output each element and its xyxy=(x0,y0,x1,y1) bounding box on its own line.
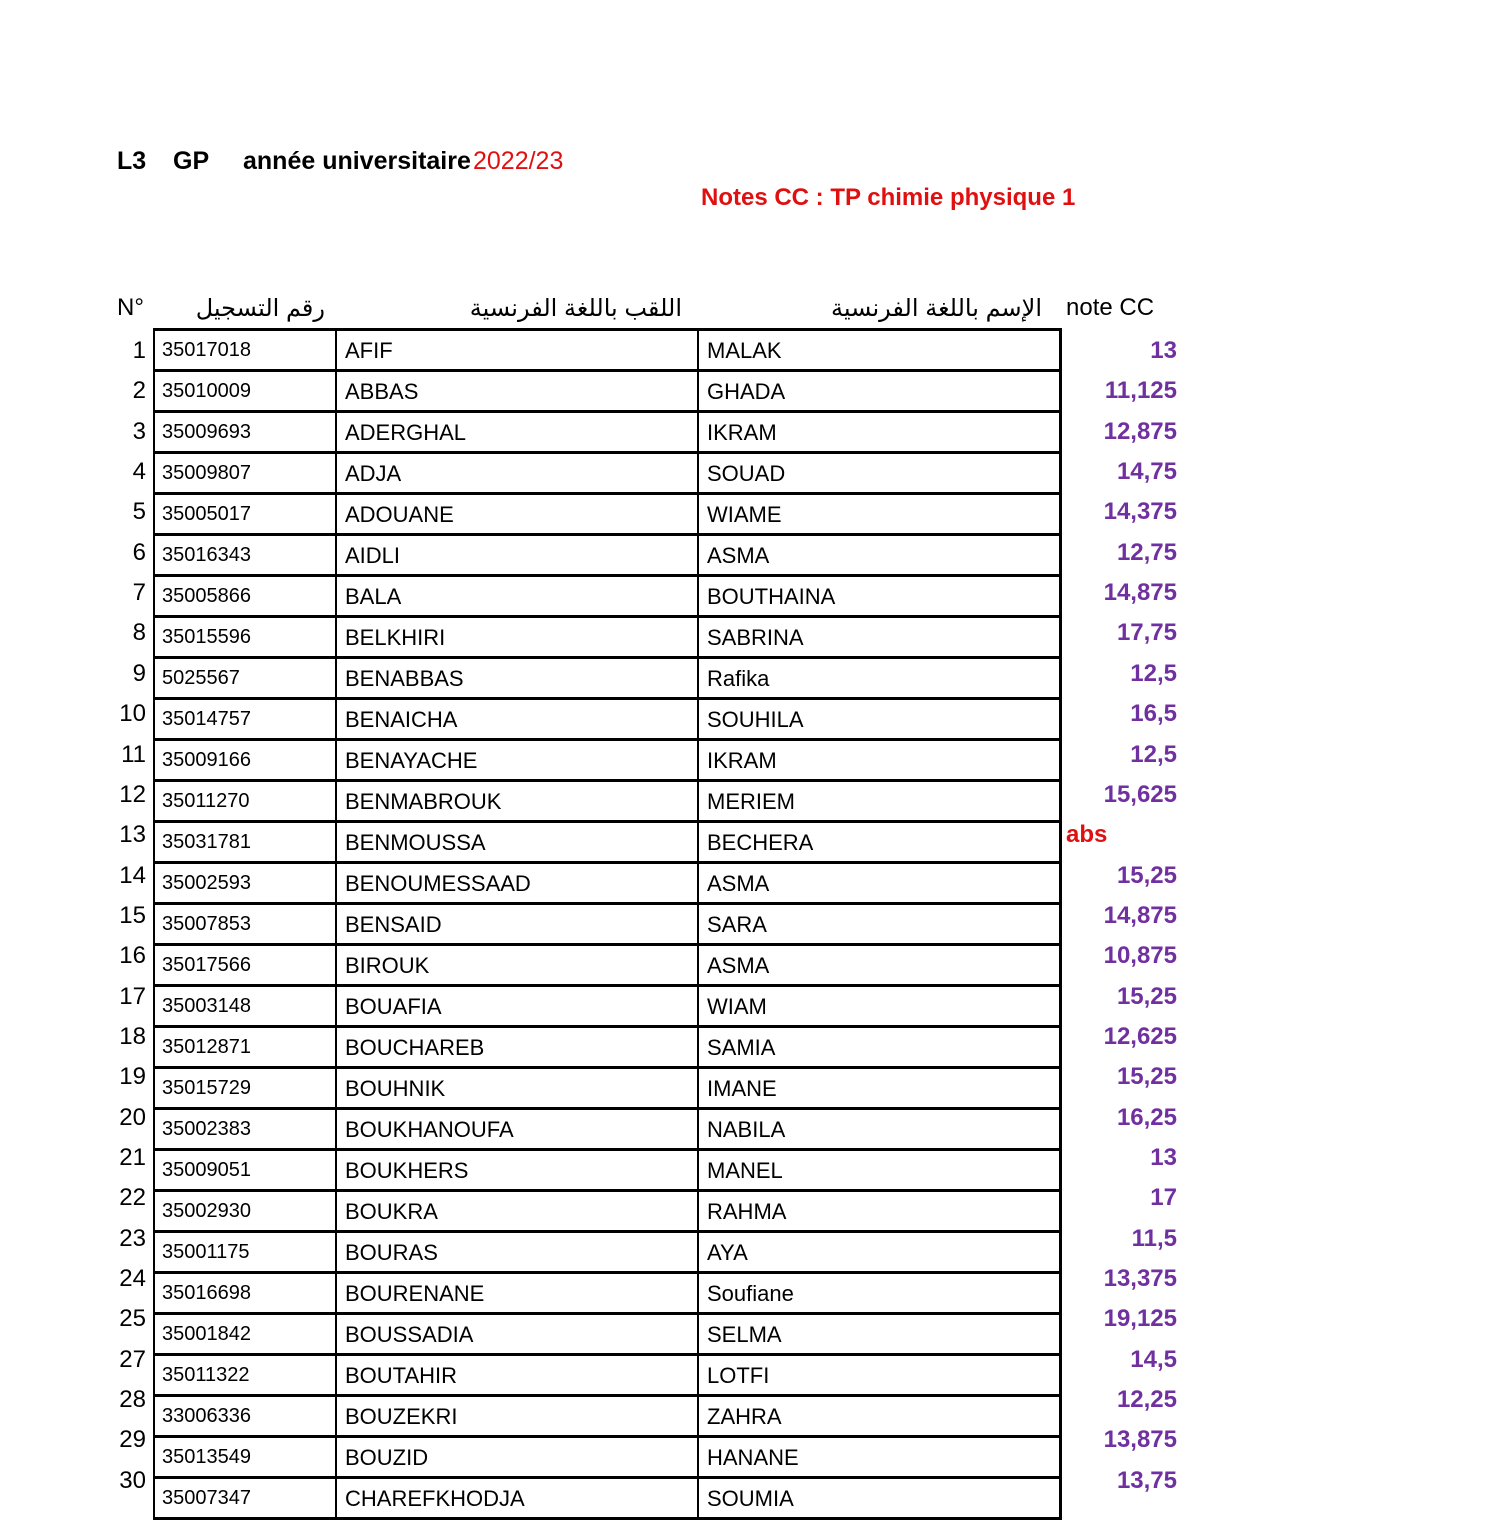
student-surname: BENMABROUK xyxy=(335,782,697,820)
student-id: 35013549 xyxy=(162,1446,251,1468)
student-surname: BENSAID xyxy=(335,905,697,943)
student-surname: BOUZID xyxy=(335,1438,697,1476)
student-id: 35014757 xyxy=(162,708,251,730)
note-value: 14,875 xyxy=(1103,901,1177,929)
note-value: 13,875 xyxy=(1103,1426,1177,1454)
note-value: 12,5 xyxy=(1130,659,1177,687)
student-first-name: AYA xyxy=(697,1233,1056,1271)
note-value: 12,25 xyxy=(1116,1386,1177,1414)
student-surname: BENMOUSSA xyxy=(335,823,697,861)
row-number: 28 xyxy=(119,1386,146,1414)
row-number: 5 xyxy=(132,498,146,526)
note-value: 11,5 xyxy=(1131,1224,1177,1252)
table-row xyxy=(155,536,1059,577)
col-header-note: note CC xyxy=(1066,294,1155,321)
note-value: 12,75 xyxy=(1116,538,1177,566)
table-row xyxy=(155,1110,1059,1151)
student-id: 35009807 xyxy=(162,462,251,484)
student-surname: BOUKRA xyxy=(335,1192,697,1230)
year-label: année universitaire xyxy=(243,147,471,175)
table-row xyxy=(155,1397,1059,1438)
note-value: 13 xyxy=(1150,1144,1177,1171)
student-first-name: WIAME xyxy=(697,495,1056,533)
student-surname: BENAYACHE xyxy=(335,741,697,779)
note-value: 13 xyxy=(1150,337,1177,364)
student-surname: BENOUMESSAAD xyxy=(335,864,697,902)
student-first-name: WIAM xyxy=(697,987,1056,1025)
student-id: 35003148 xyxy=(162,995,251,1017)
student-first-name: ASMA xyxy=(697,864,1056,902)
student-first-name: SABRINA xyxy=(697,618,1056,656)
absent-mark: abs xyxy=(1066,821,1108,849)
note-value: 12,625 xyxy=(1103,1022,1177,1050)
student-id: 35002593 xyxy=(162,872,251,894)
student-first-name: SOUHILA xyxy=(697,700,1056,738)
student-first-name: ASMA xyxy=(697,946,1056,984)
row-number: 10 xyxy=(119,700,146,728)
table-row xyxy=(155,946,1059,987)
note-value: 17 xyxy=(1150,1184,1177,1212)
student-first-name: ASMA xyxy=(697,536,1056,574)
note-value: 15,25 xyxy=(1116,861,1177,889)
student-surname: ABBAS xyxy=(335,372,697,410)
student-id: 33006336 xyxy=(162,1405,251,1427)
row-number: 16 xyxy=(119,942,146,970)
col-header-registration: رقم التسجيل xyxy=(195,295,325,322)
table-row xyxy=(155,823,1059,864)
table-row xyxy=(155,1151,1059,1192)
student-id: 35005017 xyxy=(162,503,251,525)
note-value: 16,25 xyxy=(1116,1103,1177,1131)
table-row xyxy=(155,659,1059,700)
student-id: 35011270 xyxy=(162,790,250,812)
row-number: 23 xyxy=(119,1224,146,1252)
note-value: 14,5 xyxy=(1130,1345,1177,1373)
row-number: 7 xyxy=(132,579,146,607)
row-number: 18 xyxy=(119,1022,146,1050)
student-id: 35031781 xyxy=(162,831,251,853)
row-number: 15 xyxy=(119,901,146,929)
student-id: 35002930 xyxy=(162,1200,251,1222)
row-number: 27 xyxy=(119,1345,146,1373)
student-surname: AIDLI xyxy=(335,536,697,574)
row-number: 22 xyxy=(119,1184,146,1212)
student-id: 35015729 xyxy=(162,1077,251,1099)
student-id: 35010009 xyxy=(162,380,251,402)
col-header-number: N° xyxy=(117,294,144,321)
note-value: 14,75 xyxy=(1116,458,1177,486)
student-id: 35009051 xyxy=(162,1159,251,1181)
table-row xyxy=(155,864,1059,905)
student-surname: BOUKHERS xyxy=(335,1151,697,1189)
student-id: 35005866 xyxy=(162,585,251,607)
student-first-name: IKRAM xyxy=(697,413,1056,451)
table-row xyxy=(155,741,1059,782)
note-value: 16,5 xyxy=(1130,700,1177,728)
student-id: 35011322 xyxy=(162,1364,250,1386)
student-surname: BOUAFIA xyxy=(335,987,697,1025)
note-value: 11,125 xyxy=(1104,377,1177,405)
student-surname: BOURAS xyxy=(335,1233,697,1271)
table-row xyxy=(155,1315,1059,1356)
student-surname: CHAREFKHODJA xyxy=(335,1479,697,1517)
row-number: 1 xyxy=(132,337,146,364)
student-id: 35012871 xyxy=(162,1036,251,1058)
note-value: 12,5 xyxy=(1130,740,1177,768)
row-number: 4 xyxy=(132,458,146,486)
student-first-name: IKRAM xyxy=(697,741,1056,779)
student-first-name: SOUMIA xyxy=(697,1479,1056,1517)
note-value: 15,25 xyxy=(1116,982,1177,1010)
document-subtitle: Notes CC : TP chimie physique 1 xyxy=(701,184,1076,211)
student-id: 35009166 xyxy=(162,749,251,771)
table-row xyxy=(155,1274,1059,1315)
student-first-name: LOTFI xyxy=(697,1356,1056,1394)
student-id: 35001842 xyxy=(162,1323,251,1345)
student-id: 35002383 xyxy=(162,1118,251,1140)
student-id: 35007853 xyxy=(162,913,251,935)
row-number: 6 xyxy=(132,538,146,566)
row-number: 21 xyxy=(119,1144,146,1171)
student-first-name: ZAHRA xyxy=(697,1397,1056,1435)
student-surname: BIROUK xyxy=(335,946,697,984)
student-first-name: Soufiane xyxy=(697,1274,1056,1312)
program-label: GP xyxy=(173,147,210,175)
note-value: 12,875 xyxy=(1103,417,1177,445)
table-row xyxy=(155,372,1059,413)
student-surname: BALA xyxy=(335,577,697,615)
student-first-name: SELMA xyxy=(697,1315,1056,1353)
student-first-name: SOUAD xyxy=(697,454,1056,492)
student-surname: BOUKHANOUFA xyxy=(335,1110,697,1148)
table-row xyxy=(155,577,1059,618)
row-number: 13 xyxy=(119,821,146,849)
row-number: 3 xyxy=(132,417,146,445)
note-value: 19,125 xyxy=(1103,1305,1177,1333)
row-number: 14 xyxy=(119,861,146,889)
student-id: 35007347 xyxy=(162,1487,251,1509)
student-surname: BELKHIRI xyxy=(335,618,697,656)
row-number: 17 xyxy=(119,982,146,1010)
student-surname: BENABBAS xyxy=(335,659,697,697)
student-surname: BOUTAHIR xyxy=(335,1356,697,1394)
note-value: 14,375 xyxy=(1103,498,1177,526)
student-id: 35016343 xyxy=(162,544,251,566)
student-id: 35016698 xyxy=(162,1282,251,1304)
table-row xyxy=(155,1069,1059,1110)
student-id: 35001175 xyxy=(162,1241,250,1263)
student-first-name: BECHERA xyxy=(697,823,1056,861)
student-surname: BENAICHA xyxy=(335,700,697,738)
student-first-name: RAHMA xyxy=(697,1192,1056,1230)
row-number: 20 xyxy=(119,1103,146,1131)
row-number: 11 xyxy=(121,740,146,768)
student-surname: ADOUANE xyxy=(335,495,697,533)
table-row xyxy=(155,495,1059,536)
student-id: 35017018 xyxy=(162,339,251,361)
table-row xyxy=(155,1233,1059,1274)
student-first-name: BOUTHAINA xyxy=(697,577,1056,615)
student-surname: BOURENANE xyxy=(335,1274,697,1312)
note-value: 13,75 xyxy=(1116,1466,1177,1494)
year-value: 2022/23 xyxy=(473,147,564,175)
note-value: 14,875 xyxy=(1103,579,1177,607)
row-number: 12 xyxy=(119,780,146,808)
level-label: L3 xyxy=(117,147,147,175)
student-surname: ADERGHAL xyxy=(335,413,697,451)
student-first-name: SAMIA xyxy=(697,1028,1056,1066)
student-surname: BOUSSADIA xyxy=(335,1315,697,1353)
student-surname: BOUCHAREB xyxy=(335,1028,697,1066)
table-row xyxy=(155,413,1059,454)
note-value: 17,75 xyxy=(1116,619,1177,647)
table-row xyxy=(155,905,1059,946)
table-row xyxy=(155,1438,1059,1479)
note-value: 13,375 xyxy=(1103,1265,1177,1293)
student-first-name: SARA xyxy=(697,905,1056,943)
student-surname: BOUZEKRI xyxy=(335,1397,697,1435)
student-first-name: MERIEM xyxy=(697,782,1056,820)
col-header-first-name: الإسم باللغة الفرنسية xyxy=(830,295,1042,322)
student-id: 35009693 xyxy=(162,421,251,443)
table-row xyxy=(155,454,1059,495)
student-id: 35017566 xyxy=(162,954,251,976)
student-surname: ADJA xyxy=(335,454,697,492)
student-surname: AFIF xyxy=(335,331,697,369)
student-first-name: GHADA xyxy=(697,372,1056,410)
table-row xyxy=(155,618,1059,659)
student-first-name: HANANE xyxy=(697,1438,1056,1476)
student-first-name: NABILA xyxy=(697,1110,1056,1148)
student-first-name: MALAK xyxy=(697,331,1056,369)
table-row xyxy=(155,987,1059,1028)
table-row xyxy=(155,1356,1059,1397)
student-surname: BOUHNIK xyxy=(335,1069,697,1107)
row-number: 25 xyxy=(119,1305,146,1333)
student-first-name: MANEL xyxy=(697,1151,1056,1189)
table-row xyxy=(155,1192,1059,1233)
row-number: 19 xyxy=(119,1063,146,1091)
note-value: 15,25 xyxy=(1116,1063,1177,1091)
row-number: 2 xyxy=(132,377,146,405)
table-row xyxy=(155,331,1059,372)
table-row xyxy=(155,782,1059,823)
row-number: 8 xyxy=(132,619,146,647)
row-number: 24 xyxy=(119,1265,146,1293)
note-value: 15,625 xyxy=(1103,780,1177,808)
student-first-name: Rafika xyxy=(697,659,1056,697)
row-number: 9 xyxy=(132,659,146,687)
student-id: 35015596 xyxy=(162,626,251,648)
grades-table xyxy=(153,328,1062,1520)
note-value: 10,875 xyxy=(1103,942,1177,970)
row-number: 29 xyxy=(119,1426,146,1454)
student-id: 5025567 xyxy=(162,667,240,689)
col-header-surname: اللقب باللغة الفرنسية xyxy=(469,295,682,322)
student-first-name: IMANE xyxy=(697,1069,1056,1107)
table-row xyxy=(155,700,1059,741)
row-number: 30 xyxy=(119,1466,146,1494)
table-row xyxy=(155,1028,1059,1069)
